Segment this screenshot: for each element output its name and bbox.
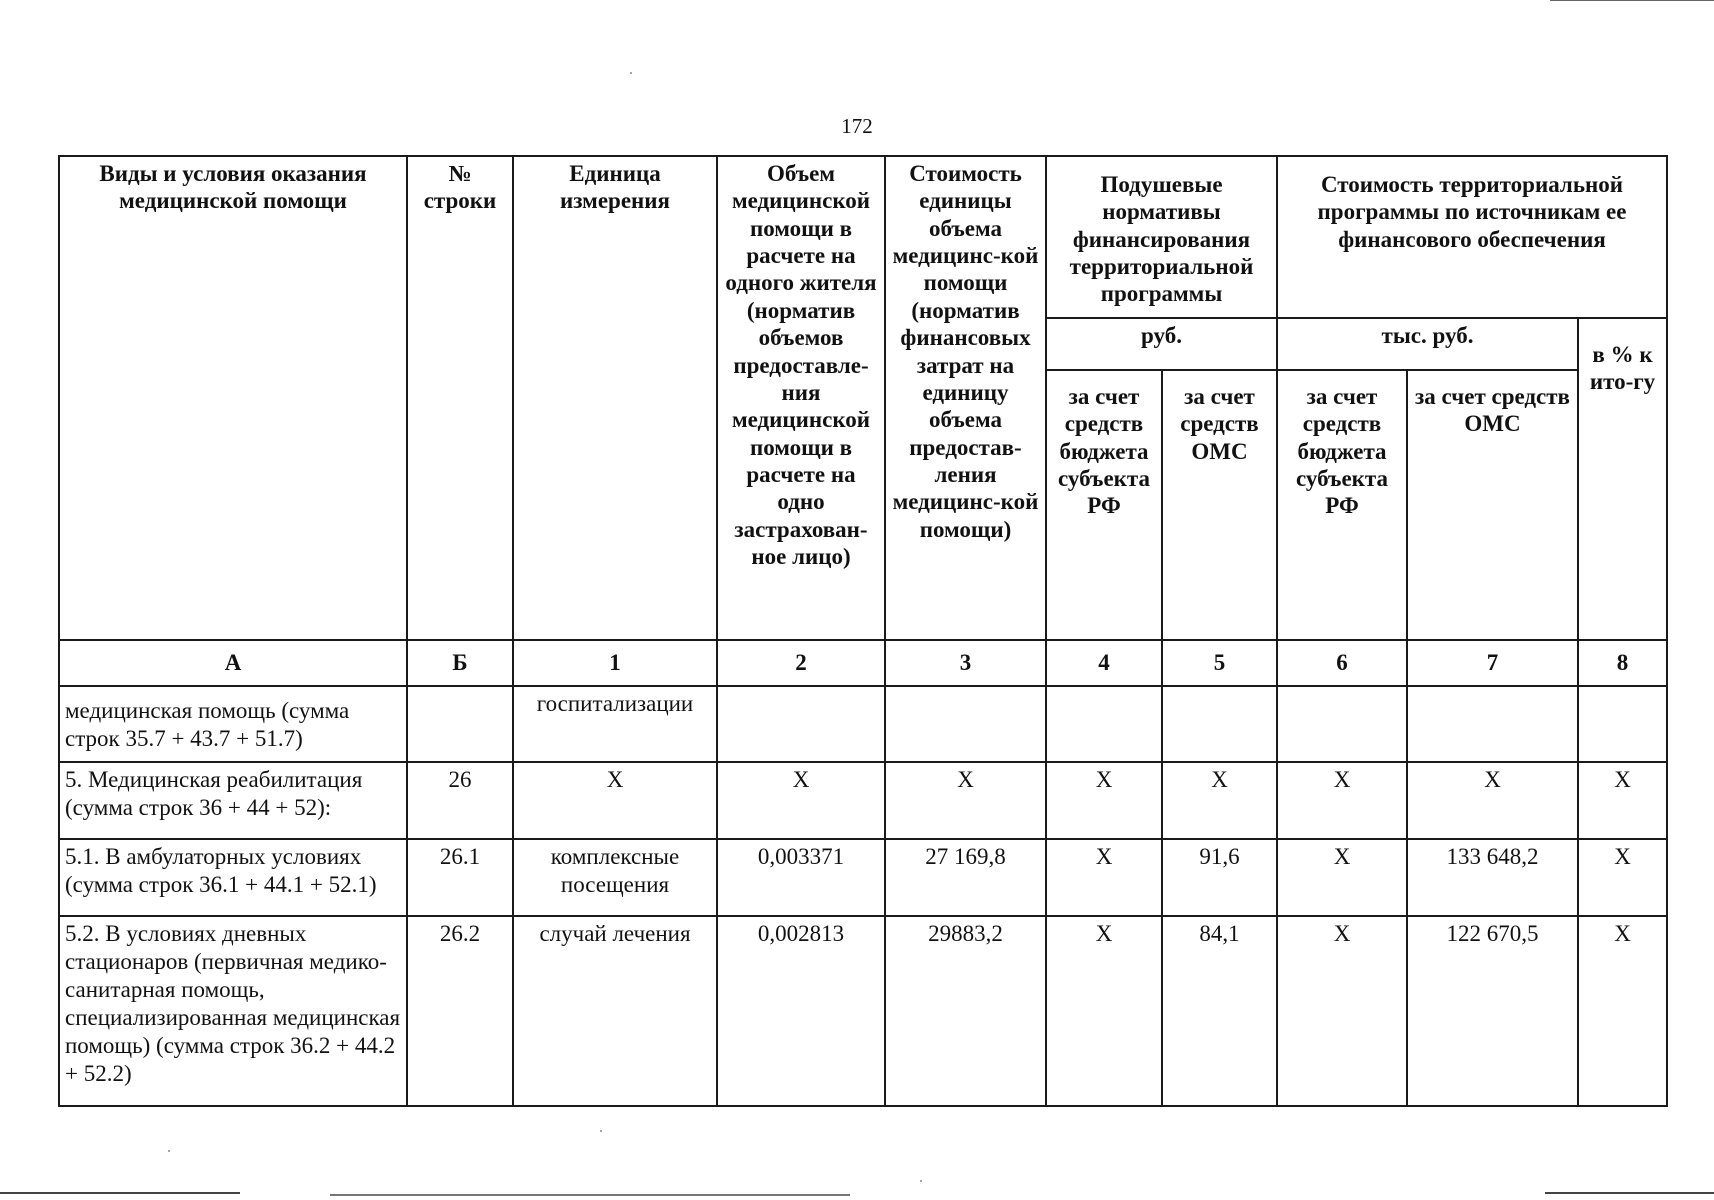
column-letter: Б: [407, 640, 513, 686]
header-budget-rub: за счет средств бюджета субъекта РФ: [1046, 370, 1162, 640]
row-col-3: X: [885, 762, 1046, 839]
scan-edge-line: [330, 1194, 850, 1196]
row-col-6: X: [1277, 762, 1407, 839]
header-volume: Объем медицинской помощи в расчете на одного жителя (норматив объемов предоставле-ния медицинской помощи в расчете на одно застрахован-ное лицо): [717, 156, 885, 640]
column-letter: 3: [885, 640, 1046, 686]
row-col-4: X: [1046, 762, 1162, 839]
row-name: 5.2. В условиях дневных стационаров (первичная медико-санитарная помощь, специализированная медицинская помощь) (сумма строк 36.2 + 44.2 + 52.2): [59, 916, 407, 1106]
row-unit: госпитализации: [513, 686, 717, 762]
page-number: 172: [841, 114, 873, 138]
column-letter: А: [59, 640, 407, 686]
row-number: 26.1: [407, 839, 513, 916]
column-letters-row: [59, 640, 1667, 686]
row-name: 5.1. В амбулаторных условиях (сумма строк 36.1 + 44.1 + 52.1): [59, 839, 407, 916]
row-col-6: X: [1277, 839, 1407, 916]
row-col-2: 0,002813: [717, 916, 885, 1106]
header-cost: Стоимость единицы объема медицинс-кой помощи (норматив финансовых затрат на единицу объема предостав-ления медицинс-кой помощи): [885, 156, 1046, 640]
row-col-5: 91,6: [1162, 839, 1277, 916]
header-row-no: № строки: [407, 156, 513, 640]
row-col-7: 133 648,2: [1407, 839, 1578, 916]
row-unit: случай лечения: [513, 916, 717, 1106]
row-col-3: [885, 686, 1046, 762]
scan-dot: [630, 72, 632, 74]
row-col-3: 27 169,8: [885, 839, 1046, 916]
row-unit: комплексные посещения: [513, 839, 717, 916]
header-thous-rub: тыс. руб.: [1277, 318, 1578, 370]
header-program-cost: Стоимость территориальной программы по источникам ее финансового обеспечения: [1277, 156, 1667, 318]
row-col-2: X: [717, 762, 885, 839]
row-col-7: [1407, 686, 1578, 762]
row-col-7: X: [1407, 762, 1578, 839]
row-col-5: X: [1162, 762, 1277, 839]
row-col-5: [1162, 686, 1277, 762]
column-letter: 6: [1277, 640, 1407, 686]
row-number: 26.2: [407, 916, 513, 1106]
row-col-2: [717, 686, 885, 762]
table-row: [59, 916, 1667, 1106]
row-name: медицинская помощь (сумма строк 35.7 + 43.7 + 51.7): [59, 686, 407, 762]
row-unit: X: [513, 762, 717, 839]
row-col-8: X: [1578, 762, 1667, 839]
column-letter: 5: [1162, 640, 1277, 686]
table-row: [59, 839, 1667, 916]
header-kind: Виды и условия оказания медицинской помощи: [59, 156, 407, 640]
row-col-8: [1578, 686, 1667, 762]
row-col-4: X: [1046, 916, 1162, 1106]
row-name: 5. Медицинская реабилитация (сумма строк 36 + 44 + 52):: [59, 762, 407, 839]
header-unit: Единица измерения: [513, 156, 717, 640]
row-col-8: X: [1578, 839, 1667, 916]
header-budget-thous: за счет средств бюджета субъекта РФ: [1277, 370, 1407, 640]
row-number: 26: [407, 762, 513, 839]
row-number: [407, 686, 513, 762]
scan-dot: [600, 1130, 602, 1132]
scan-dot: [168, 1150, 170, 1152]
column-letter: 8: [1578, 640, 1667, 686]
row-col-5: 84,1: [1162, 916, 1277, 1106]
row-col-4: X: [1046, 839, 1162, 916]
scan-dot: [920, 1180, 922, 1182]
scan-edge-line: [0, 1192, 240, 1194]
header-oms-rub: за счет средств ОМС: [1162, 370, 1277, 640]
table-row: [59, 686, 1667, 762]
scan-edge-line: [1545, 1192, 1714, 1194]
scan-edge-line: [1550, 0, 1714, 1]
row-col-6: [1277, 686, 1407, 762]
header-oms-thous: за счет средств ОМС: [1407, 370, 1578, 640]
row-col-2: 0,003371: [717, 839, 885, 916]
row-col-4: [1046, 686, 1162, 762]
row-col-3: 29883,2: [885, 916, 1046, 1106]
column-letter: 2: [717, 640, 885, 686]
header-percent: в % к ито-гу: [1578, 318, 1667, 640]
column-letter: 4: [1046, 640, 1162, 686]
row-col-7: 122 670,5: [1407, 916, 1578, 1106]
row-col-6: X: [1277, 916, 1407, 1106]
financing-table: [58, 155, 1668, 1107]
header-per-capita: Подушевые нормативы финансирования территориальной программы: [1046, 156, 1277, 318]
column-letter: 1: [513, 640, 717, 686]
row-col-8: X: [1578, 916, 1667, 1106]
header-rub: руб.: [1046, 318, 1277, 370]
column-letter: 7: [1407, 640, 1578, 686]
table-row: [59, 762, 1667, 839]
